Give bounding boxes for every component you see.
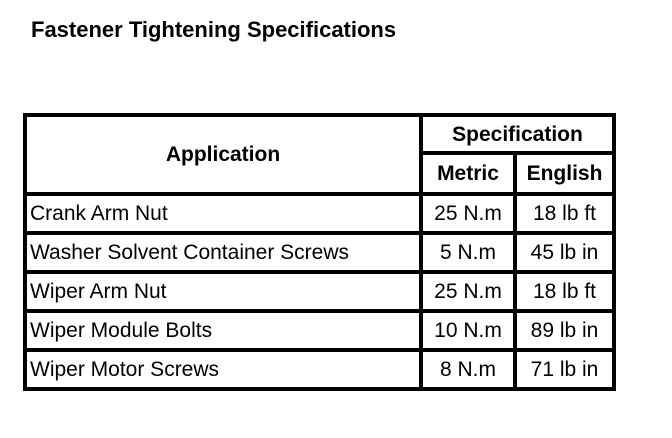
specification-column-header: Specification — [421, 115, 614, 153]
english-cell: 45 lb in — [515, 233, 614, 272]
metric-cell: 5 N.m — [421, 233, 515, 272]
table-row — [25, 311, 614, 350]
table-row — [25, 233, 614, 272]
application-column-header: Application — [25, 115, 421, 194]
metric-cell: 8 N.m — [421, 350, 515, 389]
application-cell: Wiper Arm Nut — [25, 272, 421, 311]
application-cell: Crank Arm Nut — [25, 194, 421, 233]
metric-cell: 25 N.m — [421, 194, 515, 233]
application-cell: Wiper Module Bolts — [25, 311, 421, 350]
english-cell: 89 lb in — [515, 311, 614, 350]
metric-cell: 10 N.m — [421, 311, 515, 350]
fastener-spec-table — [23, 113, 616, 391]
metric-cell: 25 N.m — [421, 272, 515, 311]
table-row — [25, 194, 614, 233]
table-header-row — [25, 115, 614, 153]
english-cell: 18 lb ft — [515, 194, 614, 233]
page-title: Fastener Tightening Specifications — [31, 17, 397, 42]
application-cell: Washer Solvent Container Screws — [25, 233, 421, 272]
english-cell: 18 lb ft — [515, 272, 614, 311]
english-cell: 71 lb in — [515, 350, 614, 389]
application-cell: Wiper Motor Screws — [25, 350, 421, 389]
table-row — [25, 272, 614, 311]
table-row — [25, 350, 614, 389]
english-column-header: English — [515, 153, 614, 194]
metric-column-header: Metric — [421, 153, 515, 194]
